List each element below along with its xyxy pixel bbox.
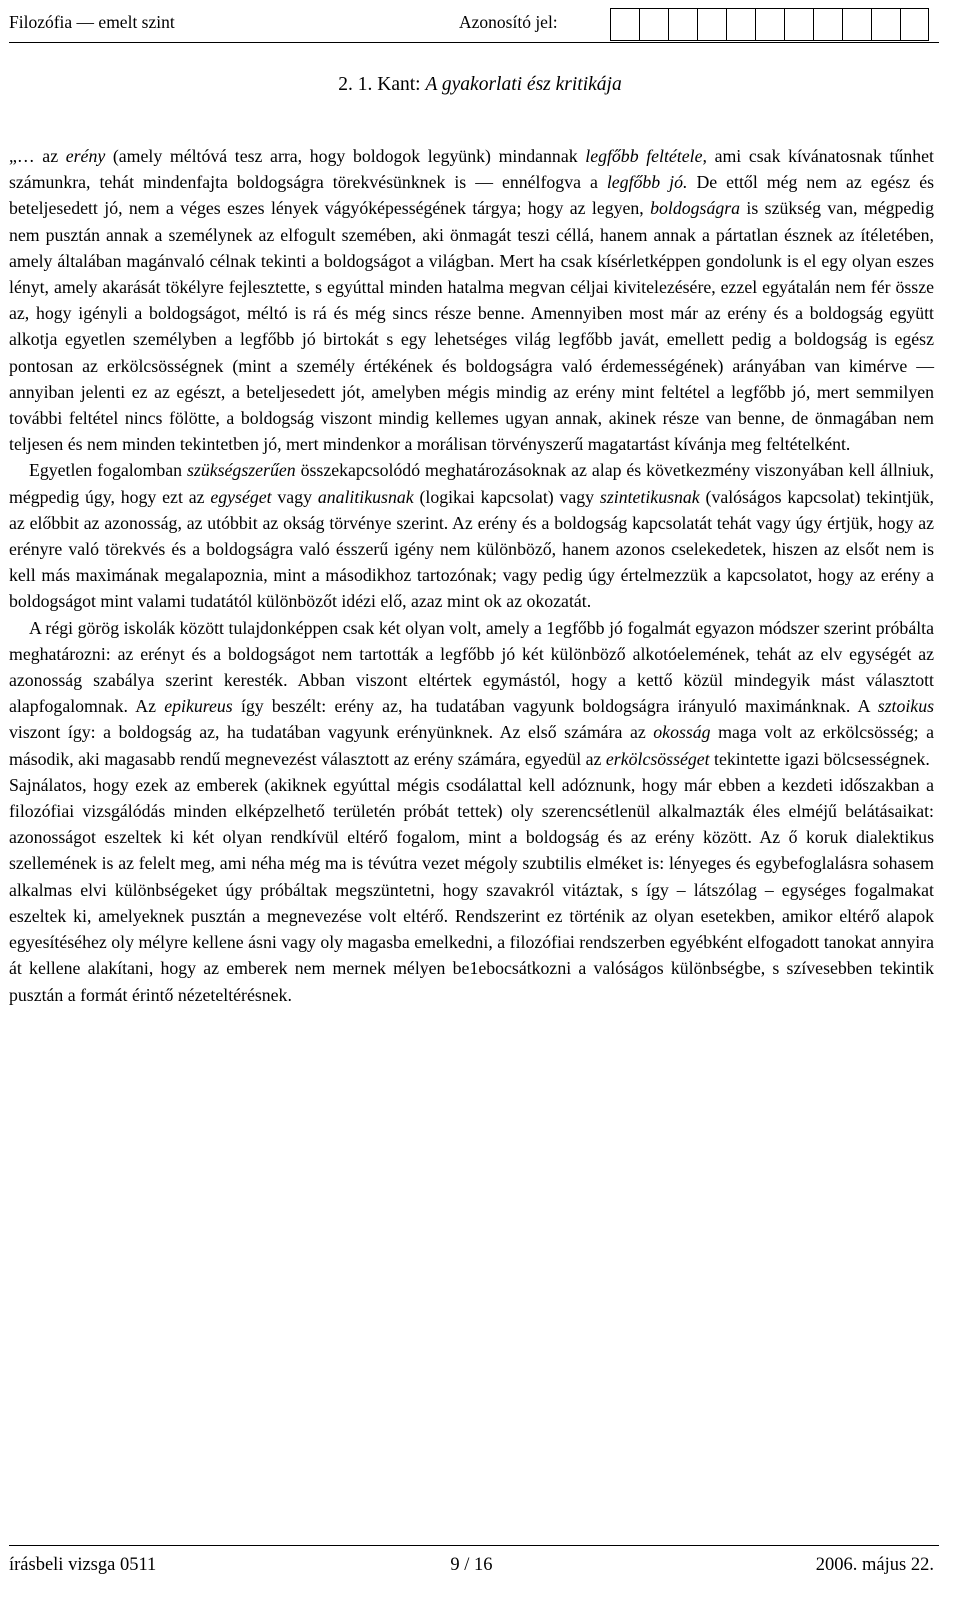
section-title: [0, 74, 960, 96]
text-run: A régi görög iskolák között tulajdonképpen csak két olyan volt, amely a 1egfőbb jó fogalmát egyazon módszer szerint próbálta meghatározni: az erényt és a boldogságot nem tartották a legfőbb jó két különböző alkotóelemének, tehát az elv egységét az azonosság szabálya szerint keresték. Abban viszont eltértek egymástól, hogy a kettő közül mindegyik mást választott alapfogalomnak. Az: [9, 617, 934, 717]
footer-divider: [9, 1545, 939, 1546]
italic-term: legfőbb jó.: [606, 172, 688, 193]
id-box: [668, 8, 697, 41]
document-body: [9, 143, 934, 1008]
text-run: Sajnálatos, hogy ezek az emberek (akiknek egyúttal mégis csodálattal kell adóznunk, hogy már ebben a kezdeti időszakban a filozófiai vizsgálódás minden elképzelhető területén próbát tettek) oly szerencsétlenül alkalmazták éles elméjű belátásaikat: azonosságot eszeltek ki két olyan rendkívül eltérő fogalom, mint a boldogság és az erény között. Az ő koruk dialektikus szellemének is az felelt meg, ami néha még ma is tévútra vezet mégoly szubtilis elméket is: lényeges és egybefoglalásra sohasem alkalmas elvi különbségeket úgy próbáltak megszüntetni, hogy szavakról vitáztak, s így – látszólag – egységes fogalmakat eszeltek ki, amelyeknek pusztán a megnevezése volt eltérő. Rendszerint ez történik az olyan esetekben, amikor eltérő alapok egyesítéséhez oly mélyre kellene ásni vagy oly magasba emelkedni, a filozófiai rendszerben egyébként elfogadott tanokat annyira át kellene alakítani, hogy az emberek nem mernek mélyen be1ebocsátkozni a valóságos különbségbe, s szívesebben tekintik pusztán a formát érintő nézeteltérésnek.: [9, 774, 934, 1005]
italic-term: okosság: [653, 722, 711, 743]
italic-term: sztoikus: [877, 696, 935, 717]
italic-term: boldogságra: [650, 198, 741, 219]
id-box: [639, 8, 668, 41]
text-run: Egyetlen fogalomban: [29, 460, 187, 481]
paragraph-1: [9, 143, 934, 457]
italic-term: legfőbb feltétele,: [585, 146, 707, 166]
id-box: [610, 8, 639, 41]
id-box: [726, 8, 755, 41]
paragraph-4: [9, 772, 934, 1008]
subject-label: Filozófia — emelt szint: [9, 12, 175, 32]
text-run: De ettől még nem az egész és beteljesedett jó, nem a véges eszes lények vágyóképességének tárgya; hogy az legyen,: [9, 172, 935, 219]
italic-term: szükségszerűen: [187, 460, 296, 481]
italic-term: egységet: [210, 486, 272, 507]
text-run: vagy: [271, 486, 318, 507]
italic-term: szintetikusnak: [599, 486, 700, 507]
id-box: [697, 8, 726, 41]
page-header: [9, 8, 949, 34]
italic-term: erény: [65, 146, 106, 166]
id-box: [842, 8, 871, 41]
id-box: [755, 8, 784, 41]
text-run: viszont így: a boldogság az, ha tudatában vagyunk erényünknek. Az első számára az: [9, 722, 654, 743]
id-box: [871, 8, 900, 41]
page-footer: [9, 1555, 934, 1585]
text-run: így beszélt: erény az, ha tudatában vagyunk boldogságra irányuló maximánknak. A: [232, 696, 878, 717]
section-title-italic: A gyakorlati ész kritikája: [425, 74, 622, 95]
italic-term: analitikusnak: [317, 486, 414, 507]
id-box-row: [610, 8, 929, 41]
id-box: [784, 8, 813, 41]
italic-term: epikureus: [164, 696, 233, 717]
text-run: tekintette igazi bölcsességnek.: [709, 748, 930, 769]
text-run: ami csak kívánatosnak tűnhet számunkra, tehát mindenfajta boldogságra törekvésünknek is — ennélfogva a: [9, 146, 934, 193]
id-label: Azonosító jel:: [459, 12, 558, 32]
page-number: 9 / 16: [450, 1555, 493, 1575]
text-run: is szükség van, mégpedig nem pusztán annak a személynek az elfogult szemében, aki önmagát teszi céllá, hanem annak a pártatlan észnek az ítéletében, amely általában magánvaló célnak tekinti a boldogságot a világban. Mert ha csak kísérletképpen gondolunk is el egy olyan eszes lényt, amely akarását tökélyre fejlesztette, s egyúttal minden hatalma megvan céljai kivitelezésére, ezzel egyátalán nem fér össze az, hogy igényli a boldogságot, méltó is rá és még sincs része benne. Amennyiben most már az erény és a boldogság együtt alkotja egyetlen személyben a legfőbb jó birtokát s egy lehetséges világ legfőbb javát, emellett pedig a boldogság is egész pontosan az erkölcsösségnek (mint a személy értékének és boldogságra való érdemességének) arányában van kimérve — annyiban jelenti ez az egészt, a beteljesedett jót, amelyben mégis mindig az erény mint feltétel a legfőbb jó, mert semmilyen további feltétel nincs fölötte, a boldogság viszont mindig kellemes ugyan annak, akinek része van benne, de önmagában nem teljesen és nem minden tekintetben jó, mert mindenkor a morálisan törvényszerű magatartást kívánja meg feltételként.: [9, 198, 934, 455]
exam-label: írásbeli vizsga 0511: [9, 1555, 157, 1575]
exam-date: 2006. május 22.: [815, 1555, 934, 1575]
text-run: maga volt az erkölcsösség; a második, aki magasabb rendű megnevezést választott az erény számára, egyedül az: [9, 722, 934, 769]
italic-term: erkölcsösséget: [605, 748, 710, 769]
text-run: összekapcsolódó meghatározásoknak az alap és következmény viszonyában kell állniuk, mégpedig úgy, hogy ezt az: [9, 460, 934, 507]
section-number: 2. 1. Kant:: [338, 74, 426, 95]
text-run: (valóságos kapcsolat) tekintjük, az előbbit az azonosság, az utóbbit az okság törvénye szerint. Az erény és a boldogság kapcsolatát tehát vagy úgy értjük, hogy az erényre való törekvés és a boldogságra való ésszerű igény nem különböző, hanem azonos cselekedetek, hiszen az elsőt nem is kell más maximának megalapoznia, mint a másodikhoz tartozónak; vagy pedig úgy értelmezzük a kapcsolatot, hogy az erény a boldogságot mint valami tudatától különbözőt idézi elő, azaz mint ok az okozatát.: [9, 486, 934, 612]
text-run: „… az: [9, 146, 66, 166]
text-run: (logikai kapcsolat) vagy: [413, 486, 600, 507]
paragraph-2: [9, 457, 934, 614]
paragraph-3: [9, 615, 934, 772]
id-box: [813, 8, 842, 41]
header-divider: [9, 42, 939, 43]
id-box: [900, 8, 929, 41]
text-run: (amely méltóvá tesz arra, hogy boldogok legyünk) mindannak: [105, 146, 586, 166]
